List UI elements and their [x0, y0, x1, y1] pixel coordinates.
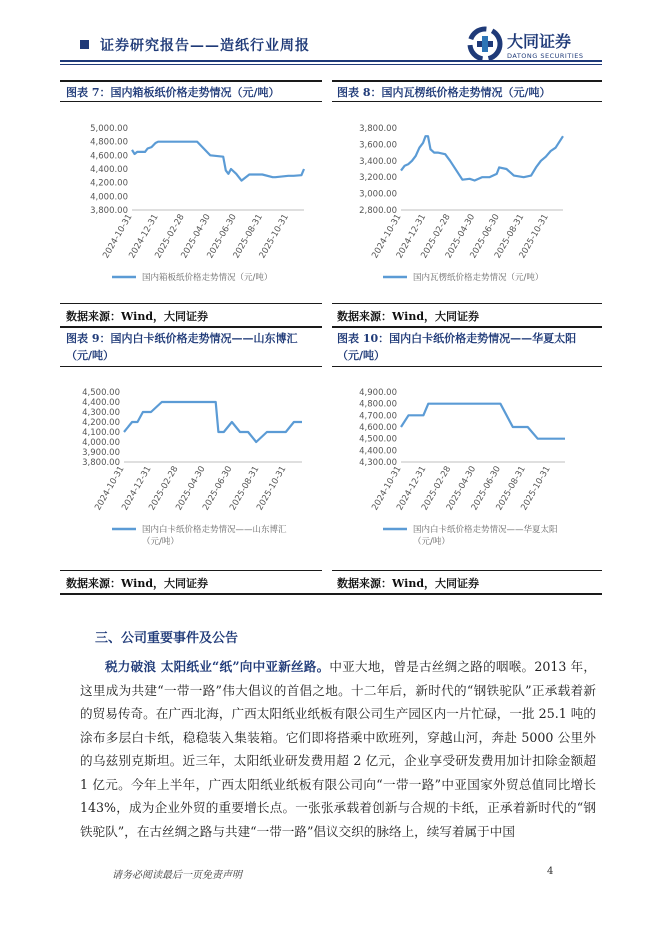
page-number: 4 [547, 866, 554, 877]
fig10-caption: 图表 10：国内白卡纸价格走势情况——华夏太阳（元/吨） [337, 332, 577, 362]
y-tick-label: 4,400.00 [359, 446, 397, 457]
x-tick-label: 2025-04-30 [444, 464, 479, 513]
x-tick-label: 2025-02-28 [419, 464, 454, 513]
header-rule [60, 60, 602, 62]
x-tick-label: 2025-06-30 [205, 212, 239, 261]
fig7-top-rule [60, 80, 322, 82]
series-line [132, 142, 304, 181]
y-tick-label: 3,200.00 [359, 173, 397, 184]
x-tick-label: 2024-12-31 [394, 212, 429, 261]
fig10-source-rule [332, 570, 602, 571]
x-tick-label: 2025-06-30 [469, 464, 503, 513]
fig9-source: 数据来源：Wind，大同证券 [66, 577, 209, 590]
fig10-chart [337, 374, 592, 562]
x-tick-label: 2025-10-31 [519, 464, 553, 513]
x-tick-label: 2024-12-31 [395, 464, 429, 513]
article-body: 中亚大地，曾是古丝绸之路的咽喉。2013 年，这里成为共建“一带一路”伟大倡议的首倡之地。十二年后，新时代的“钢铁驼队”正承载着新的贸易传奇。在广西北海，广西太阳纸业纸板有限公司生产园区内一片忙碌，一批 25.1 吨的涂布多层白卡纸，稳稳装入集装箱。它们即将搭乘中欧班列，穿越山河，奔赴 5000 公里外的乌兹别克斯坦。近三年，太阳纸业研发费用超 2 亿元，企业享受研发费用加计扣除金额超 1 亿元。今年上半年，广西太阳纸业纸板有限公司向“一带一路”中亚国家外贸总值同比增长 143%，成为企业外贸的重要增长点。一张张承载着创新与合规的卡纸，正承着新时代的“钢铁驼队”，在古丝绸之路与共建“一带一路”倡议交织的脉络上，续写着属于中国 [80, 659, 596, 839]
x-tick-label: 2024-10-31 [93, 464, 127, 513]
y-tick-label: 3,600.00 [359, 140, 397, 151]
y-tick-label: 3,800.00 [82, 458, 120, 468]
y-tick-label: 3,900.00 [82, 448, 120, 458]
y-tick-label: 4,700.00 [359, 411, 397, 422]
y-tick-label: 4,400.00 [90, 165, 128, 175]
y-tick-label: 4,600.00 [90, 151, 128, 162]
figures-bottom-rule [60, 593, 602, 595]
y-tick-label: 4,300.00 [82, 408, 120, 418]
legend-label: 国内白卡纸价格走势情况——山东博汇（元/吨） [142, 525, 287, 547]
logo-text-cn: 大同证券 [507, 32, 572, 51]
x-tick-label: 2025-02-28 [147, 464, 181, 513]
y-tick-label: 4,000.00 [82, 438, 120, 448]
y-tick-label: 3,000.00 [359, 189, 397, 200]
x-tick-label: 2024-10-31 [370, 464, 404, 513]
footer-disclaimer: 请务必阅读最后一页免责声明 [112, 870, 242, 881]
fig9-top-rule [60, 326, 322, 328]
x-tick-label: 2024-10-31 [101, 212, 135, 261]
article-paragraph [80, 655, 596, 843]
x-tick-label: 2025-04-30 [179, 212, 213, 261]
y-tick-label: 4,800.00 [90, 137, 128, 148]
fig7-caption: 图表 7：国内箱板纸价格走势情况（元/吨） [66, 86, 280, 99]
fig9-chart [66, 374, 318, 562]
x-tick-label: 2025-08-31 [228, 464, 262, 513]
x-tick-label: 2025-08-31 [494, 464, 528, 513]
x-tick-label: 2025-04-30 [174, 464, 208, 513]
x-tick-label: 2024-12-31 [127, 212, 161, 261]
fig10-top-rule [332, 326, 602, 328]
legend-label: 国内瓦楞纸价格走势情况（元/吨） [413, 273, 544, 283]
y-tick-label: 3,800.00 [359, 124, 397, 134]
fig10-caption-rule [332, 366, 602, 367]
x-tick-label: 2025-02-28 [419, 212, 453, 261]
series-line [401, 136, 563, 180]
header-square-mark [80, 40, 89, 49]
y-tick-label: 3,800.00 [90, 206, 128, 216]
y-tick-label: 5,000.00 [90, 124, 128, 134]
logo-text-en: DATONG SECURITIES [507, 52, 584, 60]
fig7-source: 数据来源：Wind，大同证券 [66, 310, 209, 323]
y-tick-label: 4,000.00 [90, 192, 128, 203]
fig8-chart [337, 108, 592, 296]
x-tick-label: 2025-10-31 [257, 212, 291, 261]
section-title: 三、公司重要事件及公告 [95, 631, 239, 646]
article-lead: 税力破浪 太阳纸业“纸”向中亚新丝路。 [105, 659, 330, 674]
y-tick-label: 4,900.00 [359, 388, 397, 398]
y-tick-label: 4,400.00 [82, 398, 120, 408]
x-tick-label: 2025-08-31 [231, 212, 265, 261]
fig10-source: 数据来源：Wind，大同证券 [337, 577, 480, 590]
series-line [401, 404, 565, 439]
y-tick-label: 4,500.00 [359, 434, 397, 445]
x-tick-label: 2025-10-31 [255, 464, 289, 513]
x-tick-label: 2024-10-31 [370, 212, 404, 261]
fig9-source-rule [60, 570, 322, 571]
x-tick-label: 2025-02-28 [153, 212, 187, 261]
legend-label: 国内白卡纸价格走势情况——华夏太阳（元/吨） [413, 525, 558, 547]
y-tick-label: 3,400.00 [359, 156, 397, 167]
fig7-chart [66, 108, 318, 296]
header-rule-thin [60, 64, 602, 65]
fig8-caption: 图表 8：国内瓦楞纸价格走势情况（元/吨） [337, 86, 551, 99]
x-tick-label: 2025-06-30 [468, 212, 502, 261]
y-tick-label: 4,800.00 [359, 399, 397, 410]
fig8-source-rule [332, 303, 602, 304]
x-tick-label: 2025-08-31 [492, 212, 527, 261]
fig9-caption: 图表 9：国内白卡纸价格走势情况——山东博汇（元/吨） [66, 332, 298, 362]
y-tick-label: 4,600.00 [359, 423, 397, 433]
fig8-caption-rule [332, 101, 602, 102]
fig9-caption-rule [60, 366, 322, 367]
x-tick-label: 2025-04-30 [443, 212, 478, 261]
x-tick-label: 2025-10-31 [517, 212, 551, 261]
y-tick-label: 4,300.00 [359, 458, 397, 468]
datong-logo [467, 26, 617, 62]
logo-mark-icon [467, 26, 617, 62]
x-tick-label: 2025-06-30 [201, 464, 235, 513]
y-tick-label: 4,200.00 [90, 178, 128, 189]
report-header-title: 证券研究报告——造纸行业周报 [100, 38, 310, 54]
y-tick-label: 4,200.00 [82, 418, 120, 428]
fig8-top-rule [332, 80, 602, 82]
y-tick-label: 2,800.00 [359, 206, 397, 216]
x-tick-label: 2024-12-31 [120, 464, 154, 513]
series-line [124, 402, 302, 442]
legend-label: 国内箱板纸价格走势情况（元/吨） [142, 273, 273, 283]
y-tick-label: 4,100.00 [82, 428, 120, 438]
fig7-source-rule [60, 303, 322, 304]
y-tick-label: 4,500.00 [82, 388, 120, 398]
fig7-caption-rule [60, 101, 322, 102]
fig8-source: 数据来源：Wind，大同证券 [337, 310, 480, 323]
